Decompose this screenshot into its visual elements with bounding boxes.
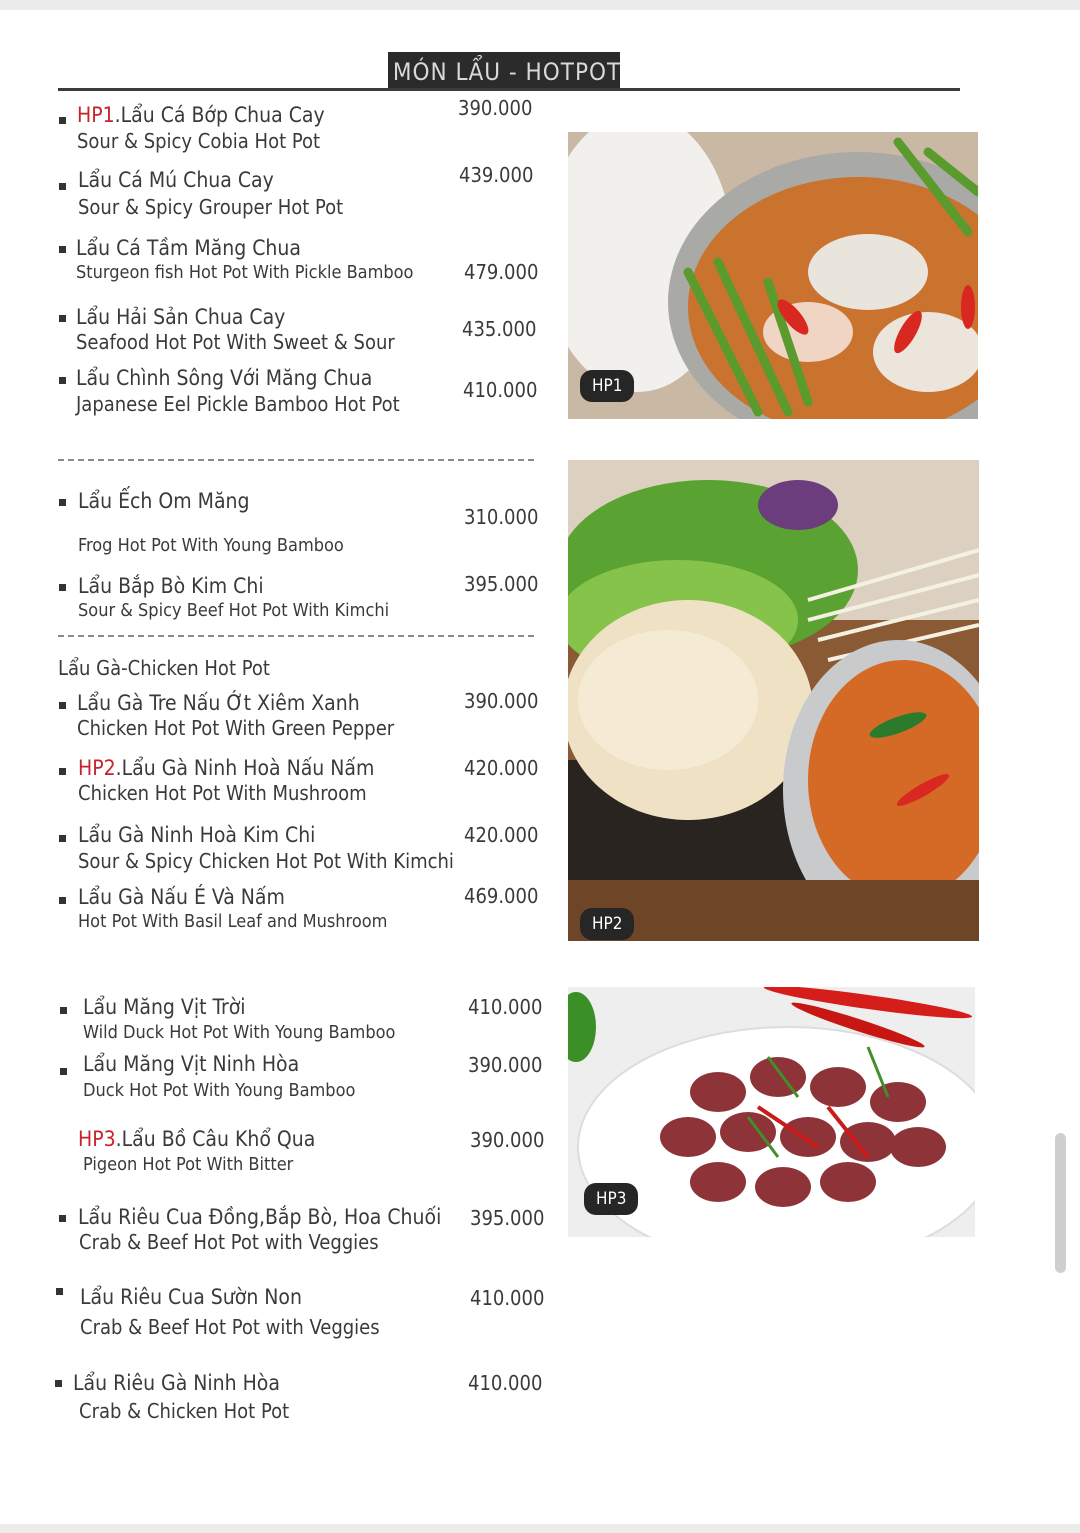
item-name: Lẩu Ếch Om Măng [78, 489, 250, 513]
item-english-name: Frog Hot Pot With Young Bamboo [78, 535, 344, 556]
bullet-icon [59, 897, 66, 904]
photo-hp1-fish-hotpot [568, 132, 978, 419]
item-english-name: Chicken Hot Pot With Mushroom [78, 781, 367, 805]
section-heading-chicken: Lẩu Gà-Chicken Hot Pot [58, 656, 270, 680]
bullet-icon [59, 117, 66, 124]
item-price: 310.000 [464, 505, 539, 529]
bullet-icon [60, 1007, 67, 1014]
bullet-icon [59, 1215, 66, 1222]
bullet-icon [59, 835, 66, 842]
photo-hp3-pigeon-hotpot [568, 987, 975, 1237]
item-price: 410.000 [470, 1286, 545, 1310]
item-english-name: Japanese Eel Pickle Bamboo Hot Pot [76, 392, 400, 416]
item-name: Lẩu Gà Nấu É Và Nấm [78, 885, 285, 909]
item-english-name: Sour & Spicy Chicken Hot Pot With Kimchi [78, 849, 454, 873]
item-name: Lẩu Riêu Cua Sườn Non [80, 1285, 302, 1309]
item-english-name: Crab & Beef Hot Pot with Veggies [80, 1315, 380, 1339]
item-price: 469.000 [464, 884, 539, 908]
item-name: Lẩu Riêu Gà Ninh Hòa [73, 1371, 280, 1395]
item-price: 395.000 [464, 572, 539, 596]
bullet-icon [59, 768, 66, 775]
title-rule [58, 88, 960, 91]
item-english-name: Wild Duck Hot Pot With Young Bamboo [83, 1022, 396, 1043]
item-name: Lẩu Cá Mú Chua Cay [78, 168, 274, 192]
item-english-name: Hot Pot With Basil Leaf and Mushroom [78, 911, 388, 932]
item-english-name: Crab & Chicken Hot Pot [79, 1399, 290, 1423]
item-name: Lẩu Măng Vịt Ninh Hòa [83, 1052, 300, 1076]
bullet-icon [59, 377, 66, 384]
item-name: Lẩu Cá Tầm Măng Chua [76, 236, 301, 260]
item-price: 395.000 [470, 1206, 545, 1230]
item-name: HP2.Lẩu Gà Ninh Hoà Nấu Nấm [78, 756, 375, 780]
item-english-name: Sour & Spicy Beef Hot Pot With Kimchi [78, 600, 390, 621]
item-english-name: Seafood Hot Pot With Sweet & Sour [76, 330, 395, 354]
photo-hp2-chicken-hotpot [568, 460, 979, 941]
item-price: 439.000 [459, 163, 534, 187]
bullet-icon [59, 246, 66, 253]
item-price: 410.000 [468, 995, 543, 1019]
item-name: Lẩu Hải Sản Chua Cay [76, 305, 286, 329]
item-english-name: Sour & Spicy Grouper Hot Pot [78, 195, 344, 219]
item-name: Lẩu Riêu Cua Đồng,Bắp Bò, Hoa Chuối [78, 1205, 442, 1229]
photo-badge: HP3 [584, 1183, 638, 1215]
scrollbar-thumb[interactable] [1055, 1133, 1066, 1273]
item-price: 390.000 [470, 1128, 545, 1152]
bullet-icon [59, 315, 66, 322]
item-english-name: Pigeon Hot Pot With Bitter [83, 1154, 294, 1175]
item-name: Lẩu Bắp Bò Kim Chi [78, 574, 264, 598]
bottom-strip [0, 1524, 1080, 1533]
bullet-icon [59, 702, 66, 709]
item-price: 410.000 [463, 378, 538, 402]
item-price: 410.000 [468, 1371, 543, 1395]
photo-badge: HP2 [580, 908, 634, 940]
item-name: Lẩu Gà Ninh Hoà Kim Chi [78, 823, 316, 847]
page-title: MÓN LẨU - HOTPOT [392, 58, 622, 86]
item-price: 479.000 [464, 260, 539, 284]
item-price: 390.000 [458, 96, 533, 120]
item-name: Lẩu Chình Sông Với Măng Chua [76, 366, 373, 390]
item-name: HP1.Lẩu Cá Bớp Chua Cay [77, 103, 325, 127]
item-name: Lẩu Gà Tre Nấu Ớt Xiêm Xanh [77, 691, 360, 715]
item-name: Lẩu Măng Vịt Trời [83, 995, 246, 1019]
item-name: HP3.Lẩu Bồ Câu Khổ Qua [78, 1127, 316, 1151]
section-divider [58, 635, 534, 637]
bullet-icon [56, 1288, 63, 1295]
bullet-icon [59, 584, 66, 591]
item-english-name: Sour & Spicy Cobia Hot Pot [77, 129, 321, 153]
photo-badge: HP1 [580, 370, 634, 402]
item-english-name: Crab & Beef Hot Pot with Veggies [79, 1230, 379, 1254]
bullet-icon [59, 499, 66, 506]
item-english-name: Sturgeon fish Hot Pot With Pickle Bamboo [76, 262, 414, 283]
top-strip [0, 0, 1080, 10]
section-divider [58, 459, 534, 461]
bullet-icon [59, 183, 66, 190]
item-price: 390.000 [464, 689, 539, 713]
item-price: 420.000 [464, 823, 539, 847]
item-english-name: Duck Hot Pot With Young Bamboo [83, 1080, 356, 1101]
item-price: 420.000 [464, 756, 539, 780]
item-price: 390.000 [468, 1053, 543, 1077]
item-price: 435.000 [462, 317, 537, 341]
item-english-name: Chicken Hot Pot With Green Pepper [77, 716, 395, 740]
bullet-icon [60, 1068, 67, 1075]
bullet-icon [55, 1380, 62, 1387]
